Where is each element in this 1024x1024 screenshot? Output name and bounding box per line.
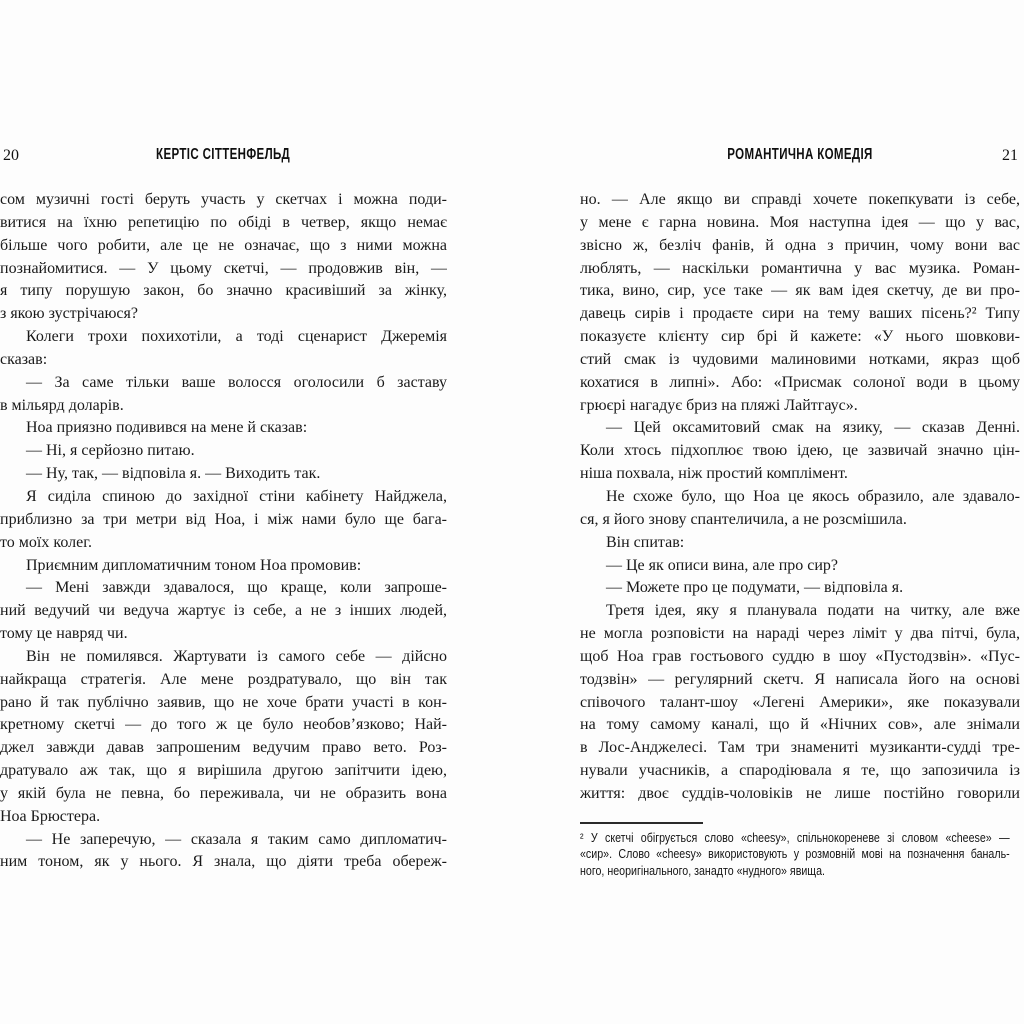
text-line: Не схоже було, що Ноа це якось образило, але здавало- bbox=[606, 487, 1020, 505]
running-header-right-text: РОМАНТИЧНА КОМЕДІЯ bbox=[727, 146, 873, 163]
text-line: ² У скетчі обігрується слово «cheesy», спільнокореневе зі словом «cheese» — bbox=[580, 830, 1010, 845]
text-line: тодзвін» — регулярний скетч. Я написала його на основі bbox=[580, 670, 1020, 688]
text-line: найкраща стратегія. Але мене роздратувало, що він так bbox=[0, 670, 447, 688]
text-line: люблять, — наскільки романтична у вас музика. Роман- bbox=[580, 259, 1020, 277]
text-line: — Це як описи вина, але про сир? bbox=[606, 556, 839, 574]
footnote-text bbox=[580, 830, 1010, 879]
text-line: Приємним дипломатичним тоном Ноа промовив: bbox=[26, 556, 362, 574]
text-line: — Мені завжди здавалося, що краще, коли запроше- bbox=[26, 579, 447, 597]
page-number-left: 20 bbox=[3, 147, 19, 164]
text-line: познайомитися. — У цьому скетчі, — продовжив він, — bbox=[0, 259, 447, 277]
text-line: то моїх колег. bbox=[0, 533, 92, 551]
text-line: більше чого робити, але це не означає, що з ними можна bbox=[0, 236, 447, 254]
text-line: я типу порушую закон, бо значно красивіший за жінку, bbox=[0, 282, 447, 300]
text-line: джел завжди давав запрошеним ведучим право вето. Роз- bbox=[0, 739, 447, 757]
text-line: — Ну, так, — відповіла я. — Виходить так. bbox=[26, 465, 321, 483]
footnote-rule bbox=[580, 822, 703, 824]
left-page-body-text bbox=[0, 189, 447, 874]
text-line: — За саме тільки ваше волосся оголосили б заставу bbox=[26, 373, 447, 391]
text-line: у якій була не певна, бо переживала, чи не образить вона bbox=[0, 784, 447, 802]
text-line: з якою зустрічаюся? bbox=[0, 305, 138, 323]
text-line: — Ні, я серйозно питаю. bbox=[26, 442, 195, 460]
footnote bbox=[580, 822, 1020, 879]
text-line: тика, вино, сир, усе таке — як вам ідея скетчу, де ви про- bbox=[580, 282, 1020, 300]
text-line: співочого талант-шоу «Легені Америки», яке показували bbox=[580, 693, 1020, 711]
text-line: нували учасників, а спародіювала я те, що запозичила із bbox=[580, 762, 1020, 780]
text-line: кохатися в липні». Або: «Присмак солоної води в цьому bbox=[580, 373, 1020, 391]
text-line: Третя ідея, яку я планувала подати на читку, але вже bbox=[606, 602, 1020, 620]
text-line: Він не помилявся. Жартувати із самого себе — дійсно bbox=[26, 647, 447, 665]
text-line: кретному скетчі — до того ж це було необов’язково; Най- bbox=[0, 716, 447, 734]
text-line: звісно ж, безліч фанів, й одна з причин, чому вони вас bbox=[580, 236, 1020, 254]
text-line: сказав: bbox=[0, 350, 48, 368]
text-line: ніша похвала, ніж простий комплімент. bbox=[580, 465, 848, 483]
page-number-right: 21 bbox=[1002, 147, 1018, 164]
text-line: — Не заперечую, — сказала я таким само дипломатич- bbox=[26, 830, 447, 848]
text-line: ного, неоригінального, занадто «нудного» явища. bbox=[580, 862, 825, 878]
text-line: щоб Ноа грав гостьового суддю в шоу «Пустодзвін». «Пус- bbox=[580, 647, 1020, 665]
text-line: життя: двоє суддів-чоловіків не лише постійно говорили bbox=[580, 784, 1020, 802]
right-page-body-text bbox=[580, 189, 1020, 806]
text-line: ним тоном, як у нього. Я знала, що діяти треба обереж- bbox=[0, 853, 447, 871]
running-header-left bbox=[0, 146, 447, 164]
text-line: — Цей оксамитовий смак на язику, — сказав Денні. bbox=[606, 419, 1020, 437]
text-line: в мільярд доларів. bbox=[0, 396, 124, 414]
running-header-left-text: КЕРТІС СІТТЕНФЕЛЬД bbox=[156, 146, 291, 163]
text-line: давець сирів і продаєте сири на тему ваших пісень?² Типу bbox=[580, 305, 1020, 323]
text-line: Колеги трохи похихотіли, а тоді сценарист Джеремія bbox=[26, 328, 447, 346]
text-line: дратувало аж так, що я вирішила другою запітчити ідею, bbox=[0, 762, 447, 780]
text-line: Він спитав: bbox=[606, 533, 685, 551]
text-line: тому це навряд чи. bbox=[0, 625, 128, 643]
text-line: ся, я його знову спантеличила, а не розсмішила. bbox=[580, 510, 907, 528]
text-line: у мене є гарна новина. Моя наступна ідея — що у вас, bbox=[580, 213, 1020, 231]
text-line: в Лос-Анджелесі. Там три знамениті музиканти-судді тре- bbox=[580, 739, 1020, 757]
text-line: показуєте клієнту сир брі й кажете: «У нього шовкови- bbox=[580, 328, 1020, 346]
text-line: приблизно за три метри від Ноа, і між нами було ще бага- bbox=[0, 510, 447, 528]
text-line: Коли хтось підхоплює твою ідею, це зазвичай значно цін- bbox=[580, 442, 1020, 460]
text-line: витися на їхню репетицію по обіді в четвер, якщо немає bbox=[0, 213, 447, 231]
text-line: не могла розповісти на нараді через ліміт у два пітчі, була, bbox=[580, 625, 1020, 643]
text-line: стий смак із чудовими малиновими нотками, якраз щоб bbox=[580, 350, 1020, 368]
text-line: но. — Але якщо ви справді хочете покепкувати із себе, bbox=[580, 191, 1020, 208]
text-line: ний ведучий чи ведуча жартує із себе, а не з інших людей, bbox=[0, 602, 447, 620]
text-line: Я сиділа спиною до західної стіни кабінету Найджела, bbox=[26, 487, 447, 505]
text-line: Ноа приязно подивився на мене й сказав: bbox=[26, 419, 308, 437]
running-header-right bbox=[580, 146, 1020, 164]
text-line: сом музичні гості беруть участь у скетчах і можна поди- bbox=[0, 191, 447, 208]
text-line: — Можете про це подумати, — відповіла я. bbox=[606, 579, 904, 597]
text-line: на тому самому каналі, що й «Нічних сов», але знімали bbox=[580, 716, 1020, 734]
text-line: рано й так публічно заявив, що не хоче брати участі в кон- bbox=[0, 693, 447, 711]
text-line: Ноа Брюстера. bbox=[0, 807, 101, 825]
text-line: грюєрі нагадує бриз на пляжі Лайтгаус». bbox=[580, 396, 858, 414]
text-line: «сир». Слово «cheesy» використовують у розмовній мові на позначення баналь- bbox=[580, 846, 1010, 862]
